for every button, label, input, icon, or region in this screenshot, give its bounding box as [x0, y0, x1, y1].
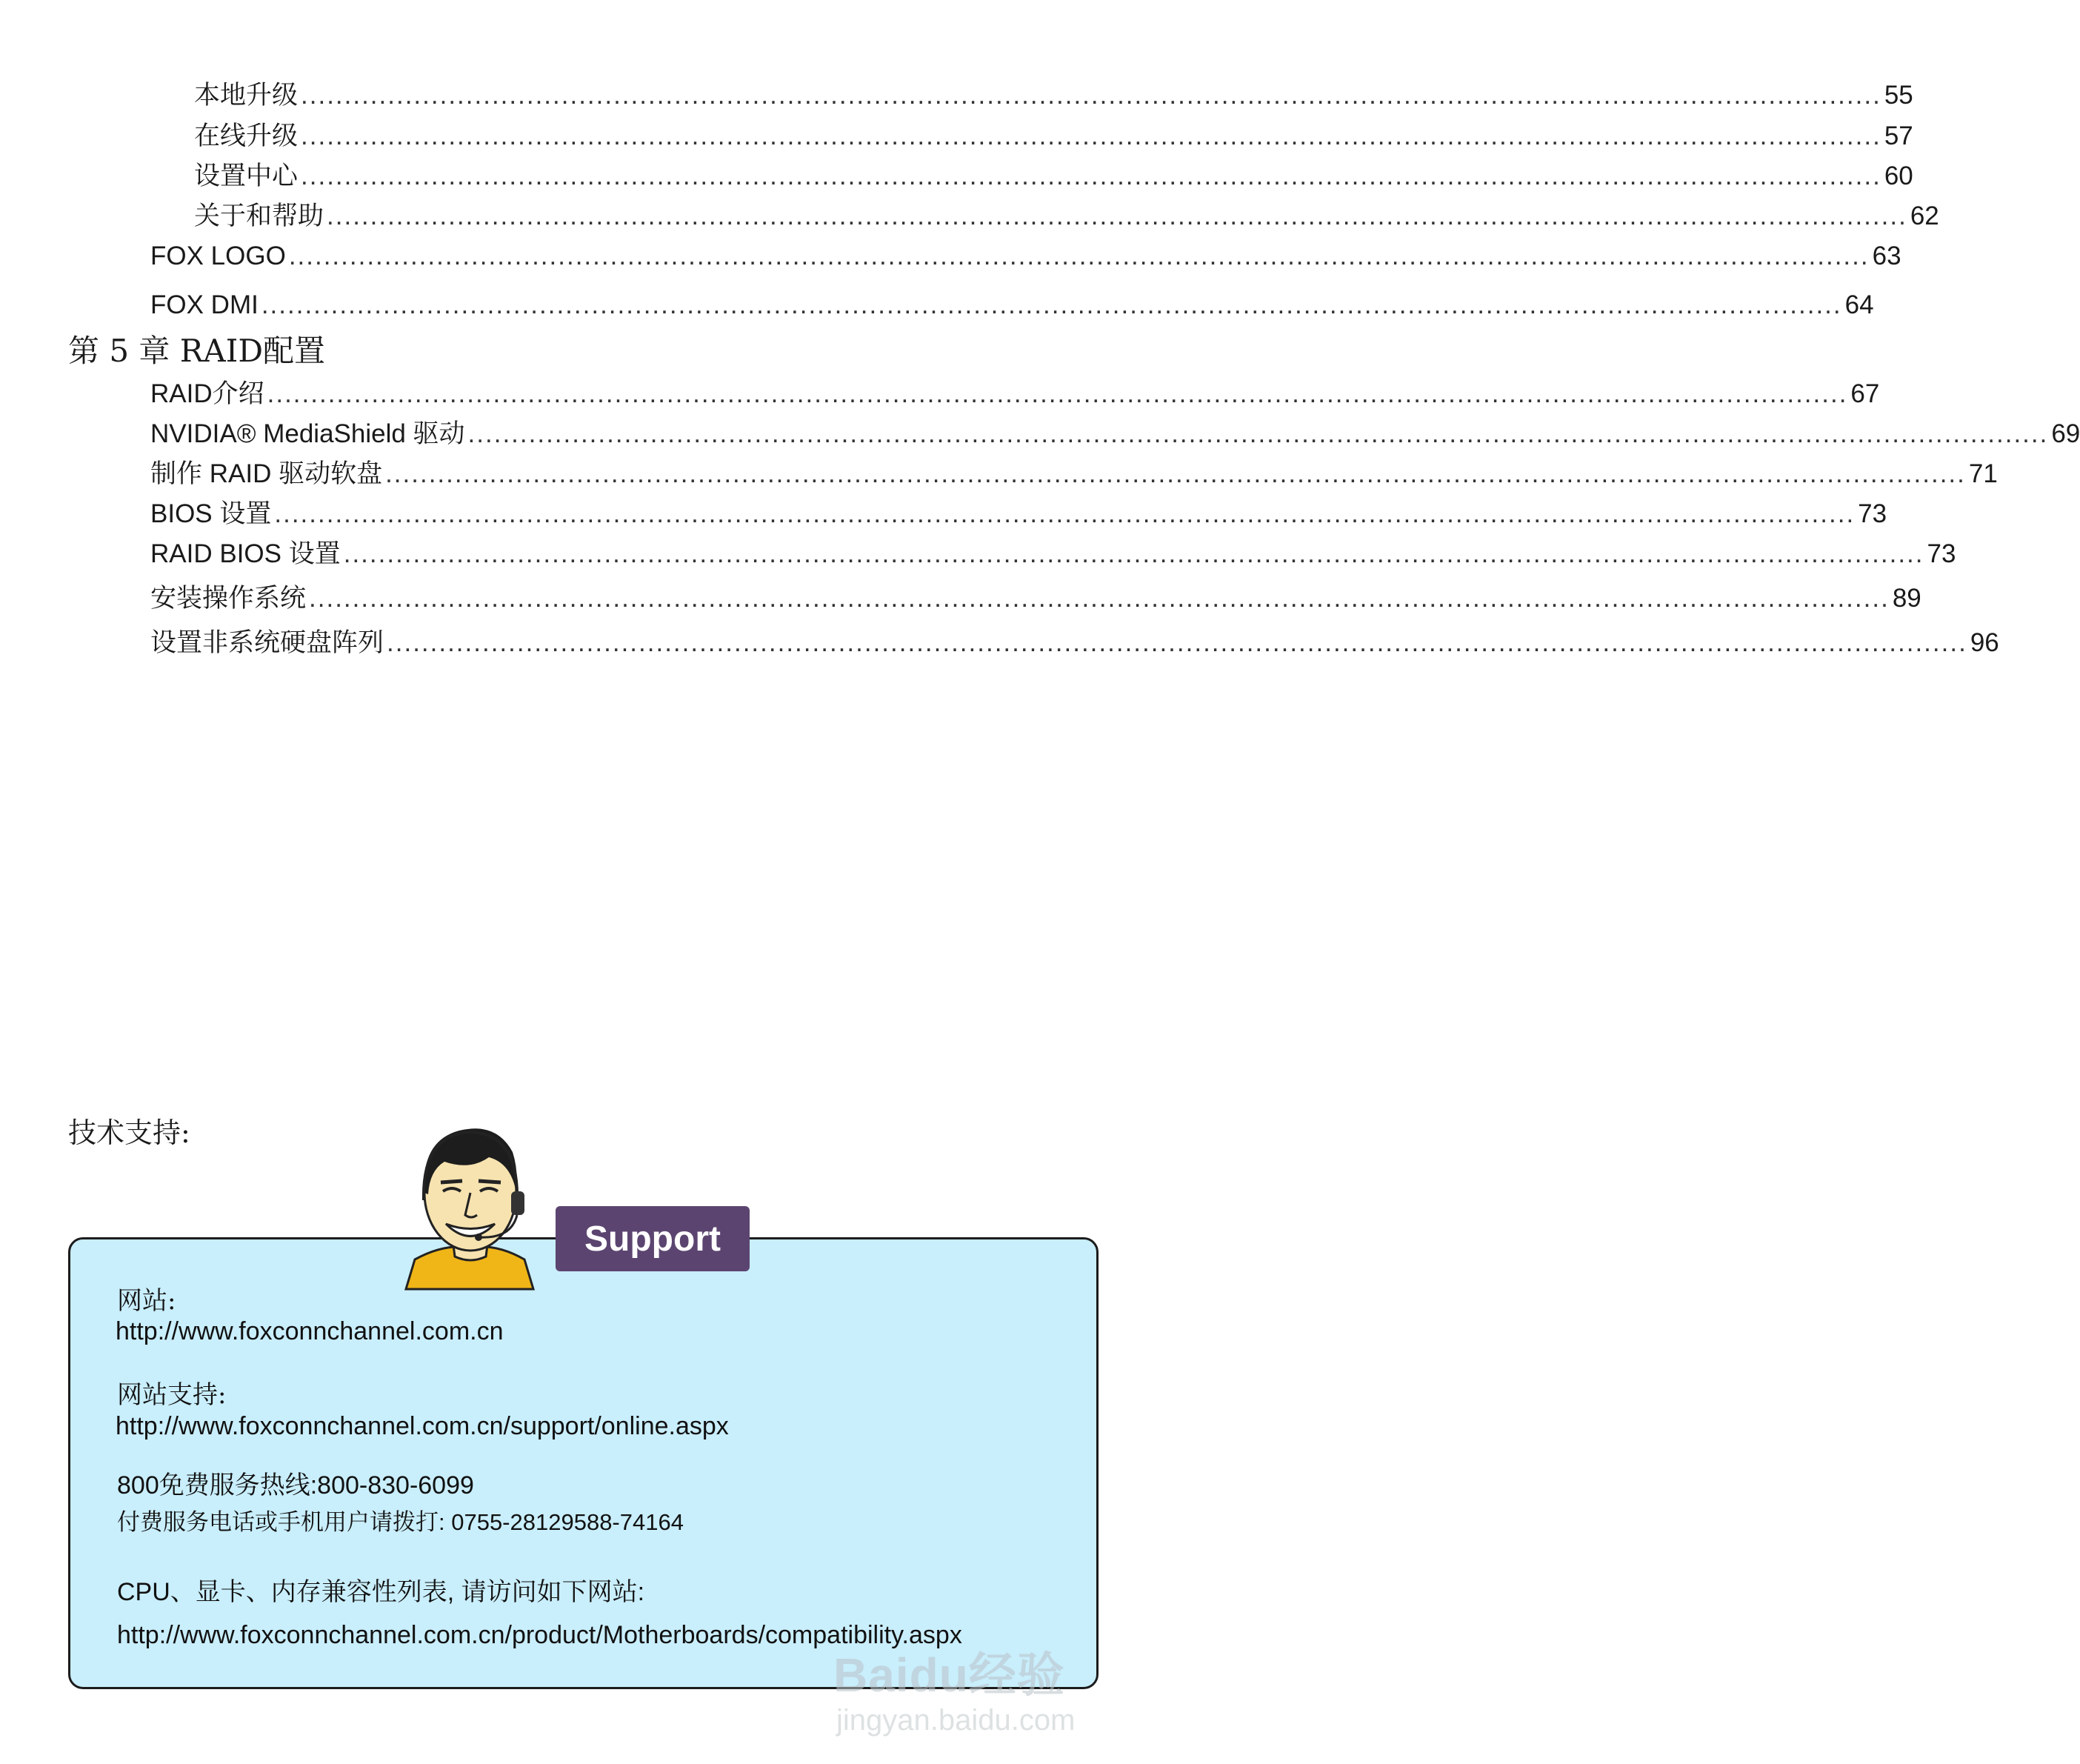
- toc-entry: [194, 200, 1939, 233]
- toc-entry-label: FOX DMI: [150, 290, 259, 319]
- toc-entry-page: 96: [1970, 628, 1999, 657]
- toc-entry-label: 设置非系统硬盘阵列: [150, 628, 384, 658]
- chapter-heading: 第 5 章 RAID配置: [68, 333, 325, 369]
- toc-entry-label: 关于和帮助: [194, 202, 324, 231]
- toc-leader: ......................................................................................................................................................................................: [327, 202, 1907, 230]
- website-link[interactable]: http://www.foxconnchannel.com.cn: [116, 1317, 504, 1345]
- toc-leader: ......................................................................................................................................................................................: [385, 459, 1966, 488]
- toc-entry: [150, 458, 1998, 490]
- website-label: 网站:: [117, 1286, 176, 1316]
- toc-leader: ......................................................................................................................................................................................: [387, 628, 1967, 657]
- online-support-label: 网站支持:: [117, 1380, 227, 1410]
- toc-entry: [194, 79, 1913, 112]
- toc-entry-page: 73: [1858, 499, 1887, 528]
- toc-entry-page: 60: [1884, 162, 1913, 190]
- compatibility-link[interactable]: http://www.foxconnchannel.com.cn/product/Motherboards/compatibility.aspx: [117, 1621, 962, 1649]
- toc-entry: [150, 418, 2080, 450]
- watermark-url: jingyan.baidu.com: [836, 1704, 1076, 1737]
- toc-leader: ......................................................................................................................................................................................: [301, 81, 1881, 110]
- toc-entry-label: BIOS 设置: [150, 499, 272, 528]
- toc-leader: ......................................................................................................................................................................................: [309, 584, 1890, 613]
- toc-entry: [150, 289, 1874, 322]
- paid-line-text: 付费服务电话或手机用户请拨打: 0755-28129588-74164: [117, 1509, 684, 1535]
- toc-entry-label: FOX LOGO: [150, 242, 286, 270]
- toc-entry-label: 在线升级: [194, 122, 299, 151]
- toc-leader: ......................................................................................................................................................................................: [288, 242, 1870, 270]
- toc-entry-page: 71: [1968, 459, 1998, 488]
- toc-leader: ......................................................................................................................................................................................: [467, 419, 2049, 448]
- toc-entry-page: 64: [1844, 290, 1874, 319]
- toc-leader: ......................................................................................................................................................................................: [274, 499, 1856, 528]
- support-heading: 技术支持:: [68, 1116, 190, 1149]
- toc-entry: [150, 582, 1921, 615]
- toc-entry-page: 69: [2051, 419, 2080, 448]
- toc-entry: [150, 627, 1999, 659]
- toc-entry-label: 安装操作系统: [150, 584, 307, 613]
- watermark-logo: Baidu经验: [833, 1648, 1065, 1702]
- compatibility-label: CPU、显卡、内存兼容性列表, 请访问如下网站:: [117, 1578, 645, 1606]
- toc-entry-page: 67: [1850, 379, 1880, 408]
- toc-entry-label: 制作 RAID 驱动软盘: [150, 459, 383, 488]
- toc-entry-label: RAID BIOS 设置: [150, 539, 341, 568]
- toc-leader: ......................................................................................................................................................................................: [301, 162, 1881, 190]
- toc-entry-page: 57: [1884, 122, 1913, 150]
- toc-entry-label: RAID介绍: [150, 379, 264, 408]
- support-agent-illustration: [400, 1111, 541, 1289]
- toc-entry: [150, 498, 1887, 530]
- toc-entry-page: 73: [1927, 539, 1956, 568]
- toc-entry-page: 55: [1884, 81, 1913, 110]
- toc-leader: ......................................................................................................................................................................................: [267, 379, 1848, 408]
- toc-entry-page: 63: [1872, 242, 1901, 270]
- online-support-link[interactable]: http://www.foxconnchannel.com.cn/support/online.aspx: [116, 1412, 729, 1440]
- toc-entry-label: 本地升级: [194, 81, 299, 110]
- toc-entry: [150, 538, 1956, 570]
- support-badge: Support: [556, 1206, 750, 1271]
- toc-leader: ......................................................................................................................................................................................: [301, 122, 1881, 150]
- toc-entry: [150, 378, 1880, 410]
- toc-entry-page: 89: [1892, 584, 1921, 613]
- toc-entry-label: 设置中心: [194, 162, 299, 191]
- toc-entry: [194, 120, 1913, 153]
- toc-entry: [194, 160, 1913, 193]
- toc-entry-label: NVIDIA® MediaShield 驱动: [150, 419, 465, 448]
- hotline-text: 800免费服务热线:800-830-6099: [117, 1471, 474, 1500]
- toc-entry: [150, 240, 1901, 273]
- toc-leader: ......................................................................................................................................................................................: [261, 290, 1842, 319]
- toc-leader: ......................................................................................................................................................................................: [343, 539, 1924, 568]
- toc-entry-page: 62: [1910, 202, 1939, 230]
